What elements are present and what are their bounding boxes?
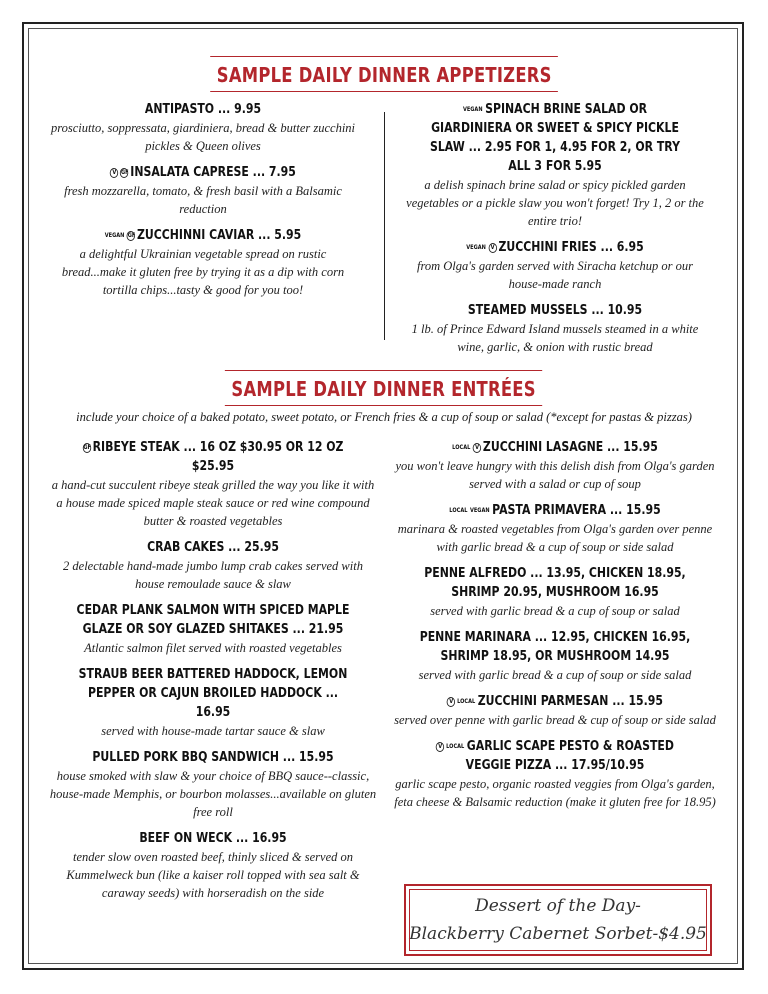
- vegetarian-icon: V: [488, 243, 496, 253]
- vegan-icon: VEGAN: [104, 232, 125, 239]
- menu-item-description: tender slow oven roasted beef, thinly sliced & served on Kummelweck bun (like a kaiser roll topped with sea salt & caraway seeds) with horseradish on the side: [66, 850, 360, 900]
- dessert-box-inner: [409, 889, 707, 951]
- menu-item-name: [418, 628, 692, 666]
- local-icon: LOCAL: [446, 743, 465, 750]
- menu-item-straub-beer-battered-haddock-lemon-peppe: [48, 665, 378, 740]
- menu-item-pasta-primavera: [392, 501, 718, 556]
- menu-item-description: prosciutto, soppressata, giardiniera, bread & butter zucchini pickles & Queen olives: [50, 121, 356, 153]
- menu-item-name: [74, 538, 351, 557]
- menu-item-name-text: ZUCCHINI FRIES ... 6.95: [498, 240, 644, 255]
- dessert-box: [404, 884, 712, 956]
- menu-item-name-text: ZUCCHINI PARMESAN ... 15.95: [477, 694, 663, 709]
- vegetarian-icon: V: [473, 443, 481, 453]
- menu-item-pulled-pork-bbq-sandwich: [48, 748, 378, 821]
- menu-item-name: [74, 665, 351, 722]
- menu-item-description: marinara & roasted vegetables from Olga's garden over penne with garlic bread & a cup of soup or side salad: [397, 522, 713, 554]
- gluten-free-icon: GF: [127, 231, 136, 239]
- vegetarian-icon: V: [447, 697, 455, 707]
- menu-item-name: [418, 438, 692, 457]
- menu-item-description: Atlantic salmon filet served with roasted vegetables: [84, 641, 342, 655]
- menu-item-antipasto: [48, 100, 358, 155]
- menu-item-penne-alfredo: [392, 564, 718, 620]
- menu-item-zucchini-fries: [400, 238, 710, 293]
- menu-item-name: [73, 163, 333, 182]
- menu-item-zucchini-lasagne: [392, 438, 718, 493]
- menu-item-description: you won't leave hungry with this delish dish from Olga's garden served with a salad or cup of soup: [395, 459, 715, 491]
- menu-item-name: [74, 438, 351, 476]
- menu-item-name-text: CRAB CAKES ... 25.95: [147, 540, 279, 555]
- menu-item-name-text: INSALATA CAPRESE ... 7.95: [130, 165, 296, 180]
- menu-item-name: [73, 226, 333, 245]
- menu-item-ribeye-steak: [48, 438, 378, 530]
- menu-item-description: 1 lb. of Prince Edward Island mussels steamed in a white wine, garlic, & onion with rustic bread: [411, 322, 699, 354]
- menu-item-description: house smoked with slaw & your choice of BBQ sauce--classic, house-made Memphis, or bourbon molasses...available on gluten free roll: [49, 769, 377, 819]
- menu-item-description: served over penne with garlic bread & cup of soup or side salad: [394, 713, 716, 727]
- menu-item-name-text: ZUCCHINI LASAGNE ... 15.95: [482, 440, 658, 455]
- menu-item-name-text: PULLED PORK BBQ SANDWICH ... 15.95: [92, 750, 334, 765]
- dessert-item: Blackberry Cabernet Sorbet-$4.95: [409, 924, 707, 944]
- entrees-right-column: [392, 438, 718, 819]
- menu-item-insalata-caprese: [48, 163, 358, 218]
- menu-item-description: fresh mozzarella, tomato, & fresh basil with a Balsamic reduction: [64, 184, 342, 216]
- local-icon: LOCAL: [457, 698, 476, 705]
- vegan-icon: VEGAN: [462, 106, 483, 113]
- menu-item-description: from Olga's garden served with Siracha ketchup or our house-made ranch: [416, 259, 694, 291]
- menu-item-name: [418, 564, 692, 602]
- menu-item-name-text: STEAMED MUSSELS ... 10.95: [467, 303, 643, 318]
- menu-item-description: a hand-cut succulent ribeye steak grilled the way you like it with a house made spiced maple steak sauce or red wine compound butter & roasted vegetables: [51, 478, 375, 528]
- menu-item-name: [425, 301, 685, 320]
- menu-item-description: a delish spinach brine salad or spicy pickled garden vegetables or a pickle slaw you won't forget! Try 1, 2 or the entire trio!: [406, 178, 704, 228]
- menu-item-penne-marinara: [392, 628, 718, 684]
- menu-item-garlic-scape-pesto-roasted-veggie-pizza: [392, 737, 718, 811]
- menu-item-crab-cakes: [48, 538, 378, 593]
- menu-item-name: [425, 100, 685, 176]
- entrees-note: include your choice of a baked potato, sweet potato, or French fries & a cup of soup or salad (*except for pastas & pizzas): [76, 410, 692, 424]
- menu-item-name: [425, 238, 685, 257]
- menu-item-name-text: STRAUB BEER BATTERED HADDOCK, LEMON PEPPER OR CAJUN BROILED HADDOCK ... 16.95: [78, 667, 348, 720]
- menu-item-name-text: SPINACH BRINE SALAD OR GIARDINIERA OR SWEET & SPICY PICKLE SLAW ... 2.95 FOR 1, 4.95 FOR 2, OR TRY ALL 3 FOR 5.95: [429, 102, 681, 174]
- menu-item-name: [418, 501, 692, 520]
- vegetarian-icon: V: [110, 168, 118, 178]
- local-icon: LOCAL: [452, 444, 471, 451]
- menu-item-name-text: CEDAR PLANK SALMON WITH SPICED MAPLE GLAZE OR SOY GLAZED SHITAKES ... 21.95: [76, 603, 350, 637]
- menu-item-zucchinni-caviar: [48, 226, 358, 299]
- appetizers-heading: SAMPLE DAILY DINNER APPETIZERS: [210, 56, 558, 92]
- menu-item-name: [418, 737, 692, 775]
- dessert-title: Dessert of the Day-: [475, 896, 641, 916]
- menu-item-description: garlic scape pesto, organic roasted veggies from Olga's garden, feta cheese & Balsamic reduction (make it gluten free for 18.95): [394, 777, 716, 809]
- menu-item-spinach-brine-salad-or-giardiniera-or-sw: [400, 100, 710, 230]
- menu-item-name-text: RIBEYE STEAK ... 16 OZ $30.95 OR 12 OZ $25.95: [92, 440, 344, 474]
- entrees-left-column: [48, 438, 378, 910]
- appetizers-right-column: [400, 100, 710, 364]
- menu-item-name: [73, 100, 333, 119]
- appetizers-heading-wrap: [0, 56, 768, 92]
- vegan-icon: VEGAN: [469, 507, 490, 514]
- menu-item-name-text: BEEF ON WECK ... 16.95: [139, 831, 287, 846]
- menu-item-name-text: GARLIC SCAPE PESTO & ROASTED VEGGIE PIZZA ... 17.95/10.95: [465, 739, 674, 773]
- menu-item-zucchini-parmesan: [392, 692, 718, 729]
- menu-item-name-text: ANTIPASTO ... 9.95: [144, 102, 262, 117]
- column-divider: [384, 112, 385, 340]
- menu-item-name: [418, 692, 692, 711]
- menu-item-description: a delightful Ukrainian vegetable spread on rustic bread...make it gluten free by trying it as a dip with corn tortilla chips...tasty & good for you too!: [61, 247, 345, 297]
- local-icon: LOCAL: [449, 507, 468, 514]
- menu-item-name: [74, 829, 351, 848]
- menu-item-name: [74, 601, 351, 639]
- vegan-icon: VEGAN: [466, 244, 486, 251]
- menu-item-beef-on-weck: [48, 829, 378, 902]
- menu-item-name-text: PENNE ALFREDO ... 13.95, CHICKEN 18.95, SHRIMP 20.95, MUSHROOM 16.95: [424, 566, 686, 600]
- menu-item-name-text: PENNE MARINARA ... 12.95, CHICKEN 16.95, SHRIMP 18.95, OR MUSHROOM 14.95: [419, 630, 691, 664]
- gluten-free-icon: GF: [121, 168, 129, 176]
- menu-item-steamed-mussels: [400, 301, 710, 356]
- entrees-heading-wrap: [0, 370, 768, 406]
- appetizers-left-column: [48, 100, 358, 307]
- vegetarian-icon: V: [436, 742, 444, 752]
- menu-item-description: served with garlic bread & a cup of soup or side salad: [418, 668, 692, 682]
- menu-item-name-text: PASTA PRIMAVERA ... 15.95: [492, 503, 661, 518]
- entrees-heading: SAMPLE DAILY DINNER ENTRÉES: [225, 370, 543, 406]
- gluten-free-icon: GF: [83, 443, 91, 451]
- menu-item-description: served with garlic bread & a cup of soup or salad: [430, 604, 680, 618]
- menu-item-description: served with house-made tartar sauce & slaw: [101, 724, 325, 738]
- menu-item-description: 2 delectable hand-made jumbo lump crab cakes served with house remoulade sauce & slaw: [63, 559, 363, 591]
- menu-item-name: [74, 748, 351, 767]
- menu-item-name-text: ZUCCHINNI CAVIAR ... 5.95: [136, 228, 302, 243]
- menu-item-cedar-plank-salmon-with-spiced-maple-gla: [48, 601, 378, 657]
